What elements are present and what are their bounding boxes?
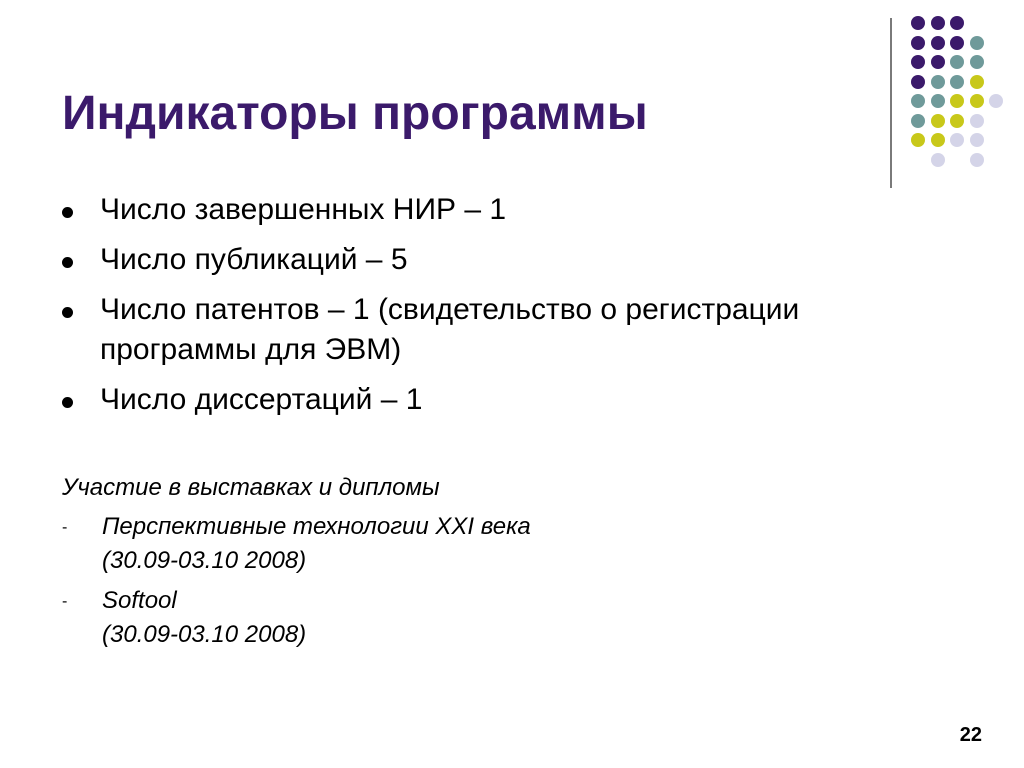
- decorative-dot: [931, 94, 945, 108]
- exhibition-dates: (30.09-03.10 2008): [102, 547, 307, 574]
- indicator-item: [62, 240, 842, 280]
- indicator-item: [62, 380, 842, 420]
- exhibition-dates: (30.09-03.10 2008): [102, 621, 307, 648]
- dash-bullet: -: [62, 519, 68, 536]
- indicator-item: [62, 190, 842, 230]
- decorative-dot: [970, 36, 984, 50]
- exhibition-name: Перспективные технологии XXI века: [102, 513, 531, 540]
- decorative-dot: [970, 55, 984, 69]
- decorative-dot: [931, 153, 945, 167]
- exhibitions-section: [62, 470, 822, 658]
- decorative-dot: [970, 114, 984, 128]
- exhibition-item: [62, 584, 822, 652]
- decorative-dot: [931, 36, 945, 50]
- indicator-text: Число публикаций – 5: [100, 243, 408, 276]
- vertical-divider: [890, 18, 892, 188]
- exhibitions-heading: Участие в выставках и дипломы: [62, 474, 440, 501]
- exhibition-name: Softool: [102, 587, 177, 614]
- decorative-dot: [970, 75, 984, 89]
- indicator-list: [62, 190, 842, 430]
- decorative-dot: [950, 75, 964, 89]
- decorative-dot: [970, 94, 984, 108]
- decorative-dot: [950, 114, 964, 128]
- decorative-dot: [911, 114, 925, 128]
- decorative-dot: [931, 55, 945, 69]
- decorative-dot: [911, 75, 925, 89]
- decorative-dot: [950, 16, 964, 30]
- dash-bullet: -: [62, 593, 68, 610]
- decorative-dot: [911, 133, 925, 147]
- decorative-dot: [931, 16, 945, 30]
- decorative-dot: [911, 55, 925, 69]
- bullet-icon: [62, 207, 73, 218]
- bullet-icon: [62, 307, 73, 318]
- slide-title: Индикаторы программы: [62, 87, 648, 140]
- bullet-icon: [62, 257, 73, 268]
- decorative-dot: [950, 55, 964, 69]
- indicator-item: [62, 290, 842, 370]
- decorative-dot: [931, 133, 945, 147]
- decorative-dot: [970, 153, 984, 167]
- exhibition-item: [62, 510, 822, 578]
- decorative-dot: [931, 75, 945, 89]
- indicator-text: Число диссертаций – 1: [100, 383, 423, 416]
- indicator-text: Число патентов – 1 (свидетельство о регистрации программы для ЭВМ): [100, 293, 800, 366]
- indicator-text: Число завершенных НИР – 1: [100, 193, 507, 226]
- decorative-dot: [911, 16, 925, 30]
- decorative-dot: [970, 133, 984, 147]
- decorative-dot: [931, 114, 945, 128]
- decorative-dot: [911, 36, 925, 50]
- decorative-dot: [950, 94, 964, 108]
- slide-number: 22: [959, 724, 982, 746]
- bullet-icon: [62, 397, 73, 408]
- decorative-dot: [950, 36, 964, 50]
- decorative-dot: [950, 133, 964, 147]
- decorative-dot: [911, 94, 925, 108]
- decorative-dot: [989, 94, 1003, 108]
